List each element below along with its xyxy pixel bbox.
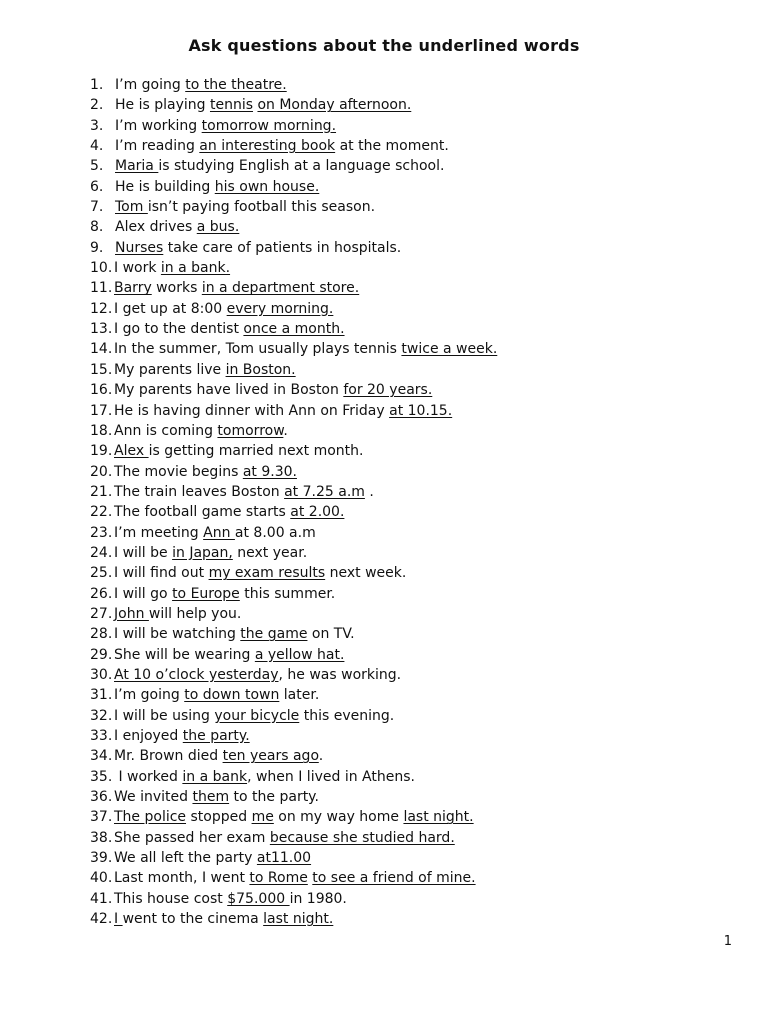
list-item	[90, 828, 730, 848]
underlined-phrase: Maria	[115, 158, 159, 175]
item-number: 41.	[90, 890, 113, 907]
underlined-phrase: ten years ago	[222, 748, 319, 765]
item-number: 23.	[90, 524, 113, 541]
item-sentence	[115, 156, 444, 176]
underlined-phrase: on Monday afternoon.	[257, 97, 412, 114]
item-number: 7.	[90, 199, 104, 216]
item-sentence	[114, 665, 401, 685]
item-sentence	[114, 787, 319, 807]
list-item	[90, 848, 730, 868]
plain-text: is getting married next month.	[148, 443, 364, 460]
item-number: 11.	[90, 280, 113, 297]
plain-text: on my way home	[273, 809, 404, 826]
item-number: 4.	[90, 138, 104, 155]
plain-text: I’m working	[115, 117, 202, 134]
item-number: 33.	[90, 728, 113, 744]
list-item	[90, 909, 730, 929]
plain-text: , he was working.	[278, 666, 402, 683]
list-item	[90, 339, 730, 359]
plain-text: .	[283, 422, 288, 439]
underlined-phrase: at11.00	[256, 850, 312, 867]
item-sentence	[115, 238, 401, 258]
item-sentence	[114, 889, 347, 909]
underlined-phrase: his own house.	[214, 178, 320, 195]
plain-text: later.	[279, 687, 320, 704]
list-item	[90, 523, 730, 543]
plain-text: This house cost	[114, 890, 228, 907]
plain-text: I will be watching	[114, 626, 241, 643]
item-sentence	[114, 339, 497, 359]
item-number: 10.	[90, 260, 113, 277]
item-number: 22.	[90, 504, 113, 521]
item-number: 1.	[90, 77, 104, 93]
plain-text: I will be using	[114, 707, 215, 724]
plain-text: I go to the dentist	[114, 321, 244, 338]
plain-text: next week.	[325, 565, 407, 582]
plain-text: on TV.	[307, 626, 355, 643]
underlined-phrase: the party.	[182, 728, 250, 744]
underlined-phrase: at 10.15.	[389, 402, 453, 419]
underlined-phrase: at 2.00.	[290, 504, 345, 521]
item-sentence	[114, 726, 250, 746]
underlined-phrase: last night.	[403, 809, 474, 826]
plain-text: works	[151, 280, 202, 297]
item-number: 19.	[90, 443, 113, 460]
item-sentence	[114, 319, 345, 339]
item-number: 2.	[90, 97, 104, 114]
item-sentence	[114, 604, 241, 624]
item-number: 39.	[90, 850, 113, 867]
list-item	[90, 604, 730, 624]
underlined-phrase: last night.	[263, 911, 334, 928]
list-item	[90, 502, 730, 522]
item-sentence	[114, 421, 288, 441]
item-sentence	[114, 828, 455, 848]
list-item	[90, 584, 730, 604]
item-sentence	[115, 177, 319, 197]
plain-text: The train leaves Boston	[114, 483, 285, 500]
plain-text: .	[364, 483, 374, 500]
plain-text: My parents have lived in Boston	[114, 382, 344, 399]
item-number: 8.	[90, 219, 104, 236]
list-item	[90, 136, 730, 156]
underlined-phrase: Ann	[203, 524, 235, 541]
plain-text: take care of patients in hospitals.	[163, 239, 402, 256]
plain-text: , when I lived in Athens.	[247, 768, 415, 785]
item-number: 32.	[90, 707, 113, 724]
plain-text: at the moment.	[335, 138, 449, 155]
list-item	[90, 278, 730, 298]
list-item	[90, 746, 730, 766]
list-item	[90, 299, 730, 319]
plain-text: .	[318, 748, 324, 765]
item-sentence	[114, 360, 296, 380]
underlined-phrase: at 7.25 a.m	[284, 483, 365, 500]
list-item	[90, 197, 730, 217]
plain-text: I’m meeting	[114, 524, 204, 541]
list-item	[90, 685, 730, 705]
item-number: 34.	[90, 748, 113, 765]
underlined-phrase: the game	[240, 626, 308, 643]
item-number: 18.	[90, 422, 113, 439]
item-sentence	[114, 299, 333, 319]
item-sentence	[114, 645, 344, 665]
plain-text: isn’t paying football this season.	[147, 199, 376, 216]
plain-text: I get up at 8:00	[114, 300, 227, 317]
plain-text: Mr. Brown died	[114, 748, 223, 765]
item-number: 35.	[90, 768, 113, 785]
plain-text: He is playing	[115, 97, 210, 114]
item-sentence	[114, 584, 335, 604]
underlined-phrase: an interesting book	[199, 138, 336, 155]
list-item	[90, 624, 730, 644]
underlined-phrase: The police	[114, 809, 187, 826]
item-sentence	[114, 685, 319, 705]
item-number: 9.	[90, 239, 104, 256]
item-number: 16.	[90, 382, 113, 399]
list-item	[90, 421, 730, 441]
plain-text: went to the cinema	[122, 911, 264, 928]
list-item	[90, 238, 730, 258]
underlined-phrase: tomorrow	[217, 422, 284, 439]
question-list	[90, 75, 730, 929]
underlined-phrase: I	[114, 911, 123, 928]
underlined-phrase: to Europe	[172, 585, 240, 602]
item-number: 24.	[90, 544, 113, 561]
item-sentence	[114, 624, 355, 644]
plain-text: will help you.	[148, 605, 242, 622]
item-number: 20.	[90, 463, 113, 480]
underlined-phrase: to down town	[184, 687, 280, 704]
underlined-phrase: in a bank.	[160, 260, 231, 277]
list-item	[90, 116, 730, 136]
item-number: 30.	[90, 666, 113, 683]
item-sentence	[115, 217, 239, 237]
underlined-phrase: Nurses	[115, 239, 164, 256]
item-sentence	[114, 909, 333, 929]
plain-text: I will find out	[114, 565, 209, 582]
underlined-phrase: them	[192, 789, 230, 806]
list-item	[90, 441, 730, 461]
plain-text: is studying English at a language school.	[158, 158, 445, 175]
item-sentence	[114, 563, 406, 583]
underlined-phrase: because she studied hard.	[269, 829, 455, 846]
item-number: 25.	[90, 565, 113, 582]
item-number: 29.	[90, 646, 113, 663]
underlined-phrase: Barry	[114, 280, 152, 297]
item-sentence	[114, 258, 230, 278]
list-item	[90, 665, 730, 685]
plain-text: this evening.	[299, 707, 395, 724]
plain-text: I’m going	[115, 77, 186, 93]
underlined-phrase: my exam results	[208, 565, 326, 582]
plain-text: She passed her exam	[114, 829, 270, 846]
underlined-phrase: to the theatre.	[185, 77, 287, 93]
item-number: 28.	[90, 626, 113, 643]
plain-text: Alex drives	[115, 219, 197, 236]
list-item	[90, 868, 730, 888]
plain-text: to the party.	[229, 789, 319, 806]
item-number: 31.	[90, 687, 113, 704]
item-sentence	[114, 502, 344, 522]
item-number: 6.	[90, 178, 104, 195]
underlined-phrase: to Rome	[249, 870, 308, 887]
list-item	[90, 401, 730, 421]
plain-text: at 8.00 a.m	[234, 524, 316, 541]
item-sentence	[114, 848, 311, 868]
underlined-phrase: John	[114, 605, 149, 622]
item-number: 15.	[90, 361, 113, 378]
item-number: 17.	[90, 402, 113, 419]
item-sentence	[114, 380, 432, 400]
list-item	[90, 889, 730, 909]
item-sentence	[114, 441, 363, 461]
item-sentence	[115, 116, 336, 136]
item-sentence	[114, 807, 474, 827]
plain-text: I worked	[114, 768, 183, 785]
plain-text: We all left the party	[114, 850, 257, 867]
list-item	[90, 767, 730, 787]
plain-text: stopped	[186, 809, 252, 826]
item-number: 27.	[90, 605, 113, 622]
plain-text: We invited	[114, 789, 193, 806]
item-sentence	[115, 197, 375, 217]
item-number: 14.	[90, 341, 113, 358]
item-sentence	[115, 136, 449, 156]
list-item	[90, 177, 730, 197]
plain-text: I’m going	[114, 687, 185, 704]
list-item	[90, 645, 730, 665]
plain-text: In the summer, Tom usually plays tennis	[114, 341, 402, 358]
item-number: 38.	[90, 829, 113, 846]
underlined-phrase: me	[251, 809, 274, 826]
item-number: 3.	[90, 117, 104, 134]
item-sentence	[114, 482, 374, 502]
underlined-phrase: tomorrow morning.	[201, 117, 337, 134]
item-sentence	[115, 75, 287, 95]
item-sentence	[115, 95, 411, 115]
item-sentence	[114, 543, 307, 563]
item-sentence	[114, 523, 316, 543]
item-number: 36.	[90, 789, 113, 806]
list-item	[90, 543, 730, 563]
plain-text: My parents live	[114, 361, 226, 378]
list-item	[90, 319, 730, 339]
list-item	[90, 807, 730, 827]
underlined-phrase: Alex	[114, 443, 149, 460]
list-item	[90, 380, 730, 400]
item-sentence	[114, 462, 297, 482]
underlined-phrase: every morning.	[226, 300, 334, 317]
list-item	[90, 462, 730, 482]
underlined-phrase: At 10 o’clock yesterday	[114, 666, 279, 683]
item-number: 40.	[90, 870, 113, 887]
list-item	[90, 706, 730, 726]
underlined-phrase: in a bank	[182, 768, 248, 785]
underlined-phrase: a yellow hat.	[254, 646, 345, 663]
underlined-phrase: to see a friend of mine.	[312, 870, 476, 887]
list-item	[90, 95, 730, 115]
list-item	[90, 75, 730, 95]
item-sentence	[114, 746, 323, 766]
item-number: 37.	[90, 809, 113, 826]
plain-text: The movie begins	[114, 463, 243, 480]
list-item	[90, 360, 730, 380]
plain-text: I’m reading	[115, 138, 200, 155]
plain-text: I enjoyed	[114, 728, 183, 744]
underlined-phrase: Tom	[115, 199, 148, 216]
item-sentence	[114, 706, 394, 726]
plain-text: He is building	[115, 178, 215, 195]
item-sentence	[114, 401, 452, 421]
plain-text: this summer.	[239, 585, 336, 602]
plain-text: Ann is coming	[114, 422, 218, 439]
underlined-phrase: in Japan,	[172, 544, 233, 561]
item-number: 5.	[90, 158, 104, 175]
list-item	[90, 156, 730, 176]
underlined-phrase: a bus.	[196, 219, 240, 236]
item-number: 12.	[90, 300, 113, 317]
page-number: 1	[723, 934, 732, 949]
list-item	[90, 563, 730, 583]
item-number: 21.	[90, 483, 113, 500]
plain-text: Last month, I went	[114, 870, 250, 887]
item-number: 26.	[90, 585, 113, 602]
plain-text: She will be wearing	[114, 646, 255, 663]
underlined-phrase: $75.000	[227, 890, 290, 907]
plain-text: The football game starts	[114, 504, 291, 521]
list-item	[90, 217, 730, 237]
item-sentence	[114, 767, 415, 787]
underlined-phrase: at 9.30.	[242, 463, 297, 480]
plain-text: next year.	[232, 544, 308, 561]
underlined-phrase: in Boston.	[225, 361, 296, 378]
underlined-phrase: tennis	[209, 97, 254, 114]
item-sentence	[114, 278, 359, 298]
list-item	[90, 787, 730, 807]
underlined-phrase: twice a week.	[401, 341, 498, 358]
underlined-phrase: once a month.	[243, 321, 345, 338]
underlined-phrase: for 20 years.	[343, 382, 433, 399]
list-item	[90, 258, 730, 278]
plain-text: I will be	[114, 544, 173, 561]
worksheet-title: Ask questions about the underlined words	[188, 36, 580, 55]
item-number: 42.	[90, 911, 113, 928]
plain-text: He is having dinner with Ann on Friday	[114, 402, 390, 419]
item-number: 13.	[90, 321, 113, 338]
list-item	[90, 726, 730, 746]
underlined-phrase: in a department store.	[201, 280, 360, 297]
item-sentence	[114, 868, 476, 888]
list-item	[90, 482, 730, 502]
plain-text: I work	[114, 260, 161, 277]
plain-text: I will go	[114, 585, 173, 602]
plain-text: in 1980.	[289, 890, 347, 907]
underlined-phrase: your bicycle	[214, 707, 300, 724]
